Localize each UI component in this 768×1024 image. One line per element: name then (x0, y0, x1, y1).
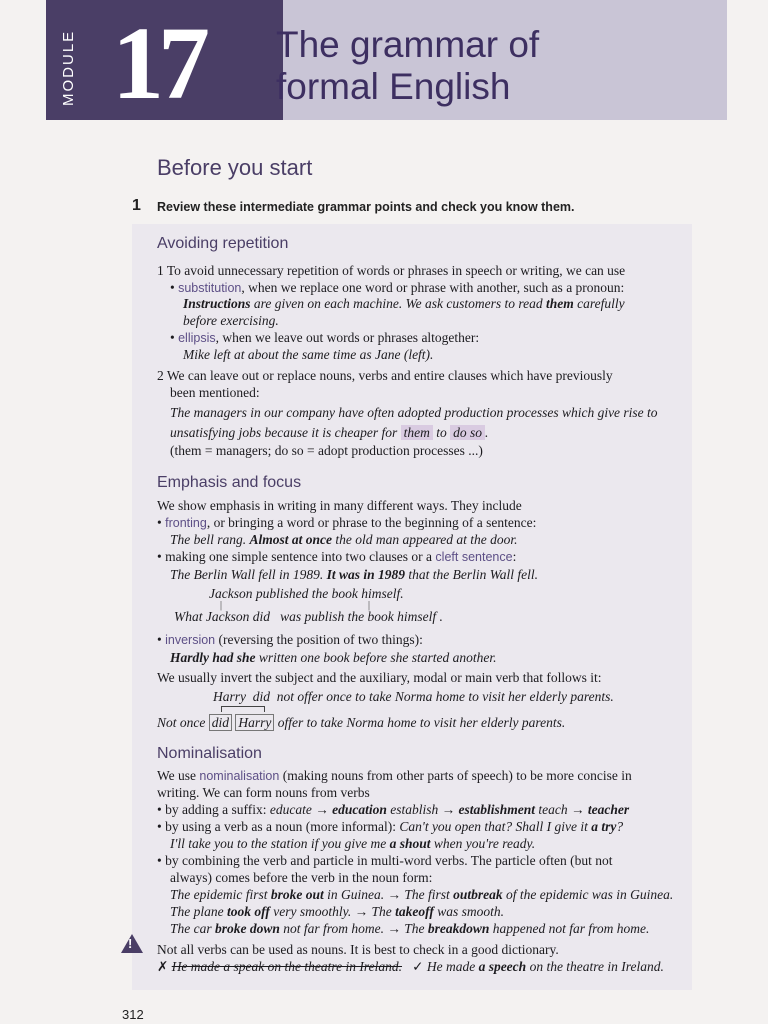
page-number: 312 (122, 1007, 144, 1022)
text-line: been mentioned: (170, 385, 260, 400)
bullet-substitution: • substitution, when we replace one word or phrase with another, such as a pronoun: (170, 280, 625, 295)
text-line: 1 To avoid unnecessary repetition of words or phrases in speech or writing, we can use (157, 263, 626, 278)
note-line: (them = managers; do so = adopt production processes ...) (170, 443, 483, 458)
bullet-ellipsis: • ellipsis, when we leave out words or phrases altogether: (170, 330, 480, 345)
inversion-bracket (221, 706, 265, 712)
text-line: always) comes before the verb in the noun form: (170, 870, 433, 885)
text-line: We usually invert the subject and the auxiliary, modal or main verb that follows it: (157, 670, 602, 685)
module-header (46, 0, 727, 120)
link-mark: | (220, 600, 223, 611)
link-mark: | (368, 600, 371, 611)
example-line: Mike left at about the same time as Jane (left). (183, 347, 434, 362)
module-number: 17 (112, 6, 204, 121)
example-line: The bell rang. Almost at once the old man appeared at the door. (170, 532, 518, 547)
text-line: writing. We can form nouns from verbs (157, 785, 370, 800)
example-line: Not once did Harry offer to take Norma home to visit her elderly parents. (157, 715, 566, 730)
example-line: Harry did not offer once to take Norma home to visit her elderly parents. (213, 689, 614, 704)
bullet-verb-as-noun: • by using a verb as a noun (more informal): Can't you open that? Shall I give it a try? (157, 819, 624, 834)
text-line: We show emphasis in writing in many different ways. They include (157, 498, 522, 513)
example-line: The Berlin Wall fell in 1989. It was in 1989 that the Berlin Wall fell. (170, 567, 539, 582)
page-title: The grammar of formal English (276, 24, 540, 107)
example-line: Hardly had she written one book before she started another. (170, 650, 497, 665)
heading-nominalisation: Nominalisation (157, 745, 262, 762)
example-line: I'll take you to the station if you give me a shout when you're ready. (170, 836, 536, 851)
bullet-fronting: • fronting, or bringing a word or phrase to the beginning of a sentence: (157, 515, 537, 530)
bullet-suffix: • by adding a suffix: educate → education establish → establishment teach → teacher (157, 802, 630, 817)
example-line: Instructions are given on each machine. We ask customers to read them carefully (183, 296, 625, 311)
example-line: The car broke down not far from home. → The breakdown happened not far from home. (170, 921, 650, 936)
example-line: The plane took off very smoothly. → The takeoff was smooth. (170, 904, 504, 919)
example-line: What Jackson did was publish the book himself . (174, 609, 443, 624)
example-line: before exercising. (183, 313, 279, 328)
task-number: 1 (132, 197, 141, 214)
bullet-inversion: • inversion (reversing the position of two things): (157, 632, 423, 647)
example-line: The epidemic first broke out in Guinea. → The first outbreak of the epidemic was in Guinea. (170, 887, 674, 902)
warning-text: Not all verbs can be used as nouns. It is best to check in a good dictionary. (157, 942, 559, 957)
example-line: ✗ He made a speak on the theatre in Ireland. ✓ He made a speech on the theatre in Ireland. (157, 959, 664, 974)
example-line: Jackson published the book himself. (209, 586, 404, 601)
example-line: unsatisfying jobs because it is cheaper for them to do so . (170, 425, 489, 440)
text-line: We use nominalisation (making nouns from other parts of speech) to be more concise in (157, 768, 632, 783)
module-badge (46, 0, 283, 120)
module-label: MODULE (60, 29, 77, 106)
bullet-multi-word: • by combining the verb and particle in multi-word verbs. The particle often (but not (157, 853, 613, 868)
task-instruction: Review these intermediate grammar points and check you know them. (157, 200, 575, 214)
heading-avoiding-repetition: Avoiding repetition (157, 235, 289, 252)
section-title: Before you start (157, 155, 313, 180)
bullet-cleft: • making one simple sentence into two clauses or a cleft sentence: (157, 549, 517, 564)
example-line: The managers in our company have often adopted production processes which give rise to (170, 405, 658, 420)
text-line: 2 We can leave out or replace nouns, verbs and entire clauses which have previously (157, 368, 613, 383)
heading-emphasis: Emphasis and focus (157, 474, 302, 491)
